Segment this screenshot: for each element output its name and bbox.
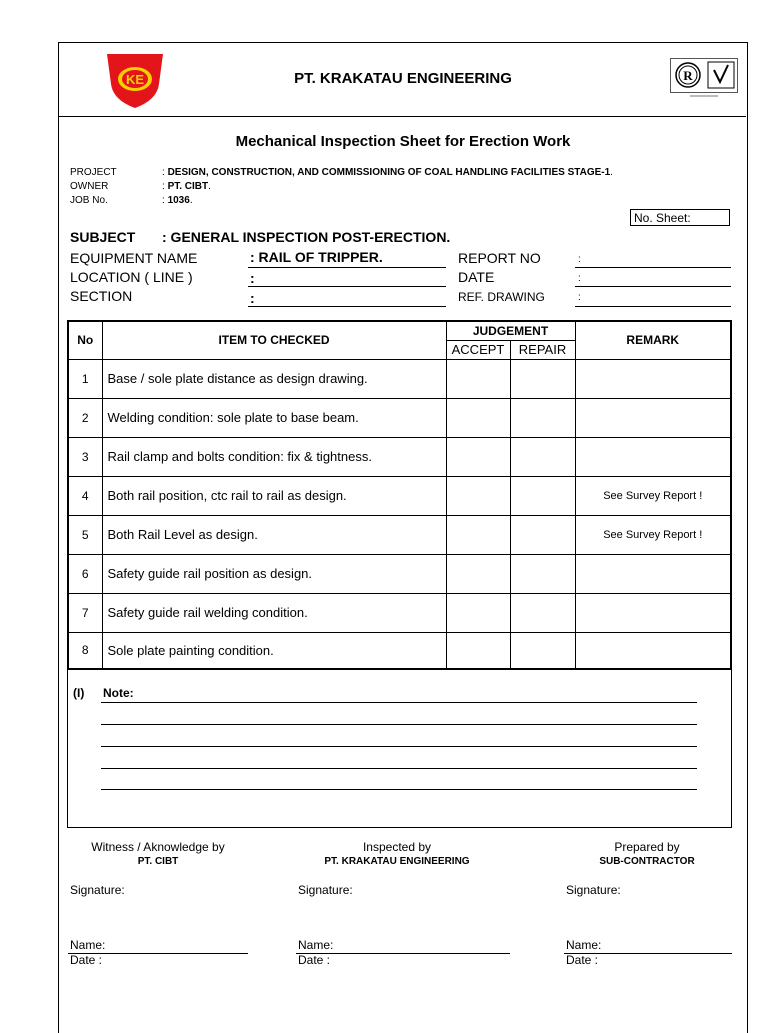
notes-index: (I) [73,686,85,700]
accept-cell[interactable] [446,632,510,669]
table-row [68,593,731,632]
accept-cell[interactable] [446,437,510,476]
row-item: Both rail position, ctc rail to rail as design. [102,476,446,515]
project-label: PROJECT [70,167,117,178]
table-header-row [68,321,731,340]
subject-value: : GENERAL INSPECTION POST-ERECTION. [162,229,451,245]
project-value: : DESIGN, CONSTRUCTION, AND COMMISSIONING OF COAL HANDLING FACILITIES STAGE-1. [162,167,613,178]
row-number: 5 [68,515,102,554]
accept-cell[interactable] [446,554,510,593]
remark-cell[interactable]: See Survey Report ! [575,476,731,515]
report-no-underline [575,267,731,268]
inspected-name-label[interactable]: Name: [298,938,334,952]
equipment-name-label: EQUIPMENT NAME [70,250,198,266]
owner-value: : PT. CIBT. [162,181,211,192]
prepared-date-label[interactable]: Date : [566,953,599,967]
certification-icon [670,58,738,100]
ref-drawing-underline [575,306,731,307]
table-row [68,554,731,593]
col-accept-header: ACCEPT [446,340,510,359]
row-item: Safety guide rail position as design. [102,554,446,593]
remark-cell[interactable] [575,359,731,398]
repair-cell[interactable] [510,515,575,554]
row-number: 8 [68,632,102,669]
table-row [68,398,731,437]
row-item: Safety guide rail welding condition. [102,593,446,632]
col-item-header: ITEM TO CHECKED [102,321,446,359]
location-value[interactable]: : [250,270,255,286]
job-value: : 1036. [162,195,193,206]
equipment-name-value[interactable]: : RAIL OF TRIPPER. [250,249,383,265]
witness-org: PT. CIBT [137,856,179,867]
cert-mark: R [683,68,693,83]
prepared-signature-label[interactable]: Signature: [566,883,621,897]
col-repair-header: REPAIR [510,340,575,359]
row-item: Welding condition: sole plate to base beam. [102,398,446,437]
ref-drawing-label: REF. DRAWING [458,290,545,304]
note-line [101,746,697,747]
witness-title: Witness / Aknowledge by [91,840,225,854]
location-label: LOCATION ( LINE ) [70,269,193,285]
note-line [101,724,697,725]
no-sheet-box[interactable]: No. Sheet: [630,209,730,226]
date-underline [575,286,731,287]
repair-cell[interactable] [510,476,575,515]
repair-cell[interactable] [510,359,575,398]
logo-text: KE [125,72,145,87]
remark-cell[interactable] [575,554,731,593]
remark-cell[interactable]: See Survey Report ! [575,515,731,554]
table-row [68,359,731,398]
equipment-underline [248,267,446,268]
col-judgement-header: JUDGEMENT [446,321,575,340]
row-number: 7 [68,593,102,632]
remark-cell[interactable] [575,593,731,632]
section-label: SECTION [70,288,133,304]
section-value[interactable]: : [250,290,255,306]
col-remark-header: REMARK [575,321,731,359]
repair-cell[interactable] [510,398,575,437]
remark-cell[interactable] [575,632,731,669]
date-value[interactable]: : [578,273,581,284]
row-item: Both Rail Level as design. [102,515,446,554]
remark-cell[interactable] [575,398,731,437]
witness-date-label[interactable]: Date : [70,953,103,967]
row-item: Rail clamp and bolts condition: fix & tightness. [102,437,446,476]
row-number: 1 [68,359,102,398]
notes-box[interactable] [67,668,732,828]
section-underline [248,306,446,307]
note-line [101,768,697,769]
table-row [68,632,731,669]
repair-cell[interactable] [510,437,575,476]
remark-cell[interactable] [575,437,731,476]
table-row [68,515,731,554]
table-row [68,437,731,476]
accept-cell[interactable] [446,476,510,515]
accept-cell[interactable] [446,515,510,554]
header-divider [58,116,746,117]
report-no-label: REPORT NO [458,250,541,266]
accept-cell[interactable] [446,359,510,398]
note-line [101,702,697,703]
prepared-name-label[interactable]: Name: [566,938,602,952]
prepared-title: Prepared by [614,840,680,854]
inspected-date-label[interactable]: Date : [298,953,331,967]
table-row [68,476,731,515]
inspection-table [67,320,732,670]
notes-label: Note: [103,686,134,700]
col-no-header: No [68,321,102,359]
witness-signature-label[interactable]: Signature: [70,883,125,897]
inspected-title: Inspected by [362,840,432,854]
owner-label: OWNER [70,181,109,192]
note-line [101,789,697,790]
inspected-org: PT. KRAKATAU ENGINEERING [324,856,470,867]
accept-cell[interactable] [446,593,510,632]
row-number: 2 [68,398,102,437]
job-label: JOB No. [70,195,108,206]
repair-cell[interactable] [510,593,575,632]
row-item: Base / sole plate distance as design drawing. [102,359,446,398]
date-label: DATE [458,269,495,285]
witness-name-label[interactable]: Name: [70,938,106,952]
prepared-org: SUB-CONTRACTOR [599,856,695,867]
company-name: PT. KRAKATAU ENGINEERING [294,70,512,87]
subject-label: SUBJECT [70,229,136,245]
row-number: 3 [68,437,102,476]
row-item: Sole plate painting condition. [102,632,446,669]
row-number: 4 [68,476,102,515]
repair-cell[interactable] [510,632,575,669]
document-title: Mechanical Inspection Sheet for Erection Work [235,133,571,150]
location-underline [248,286,446,287]
report-no-value[interactable]: : [578,254,581,265]
ref-drawing-value[interactable]: : [578,292,581,303]
accept-cell[interactable] [446,398,510,437]
inspected-signature-label[interactable]: Signature: [298,883,353,897]
repair-cell[interactable] [510,554,575,593]
row-number: 6 [68,554,102,593]
